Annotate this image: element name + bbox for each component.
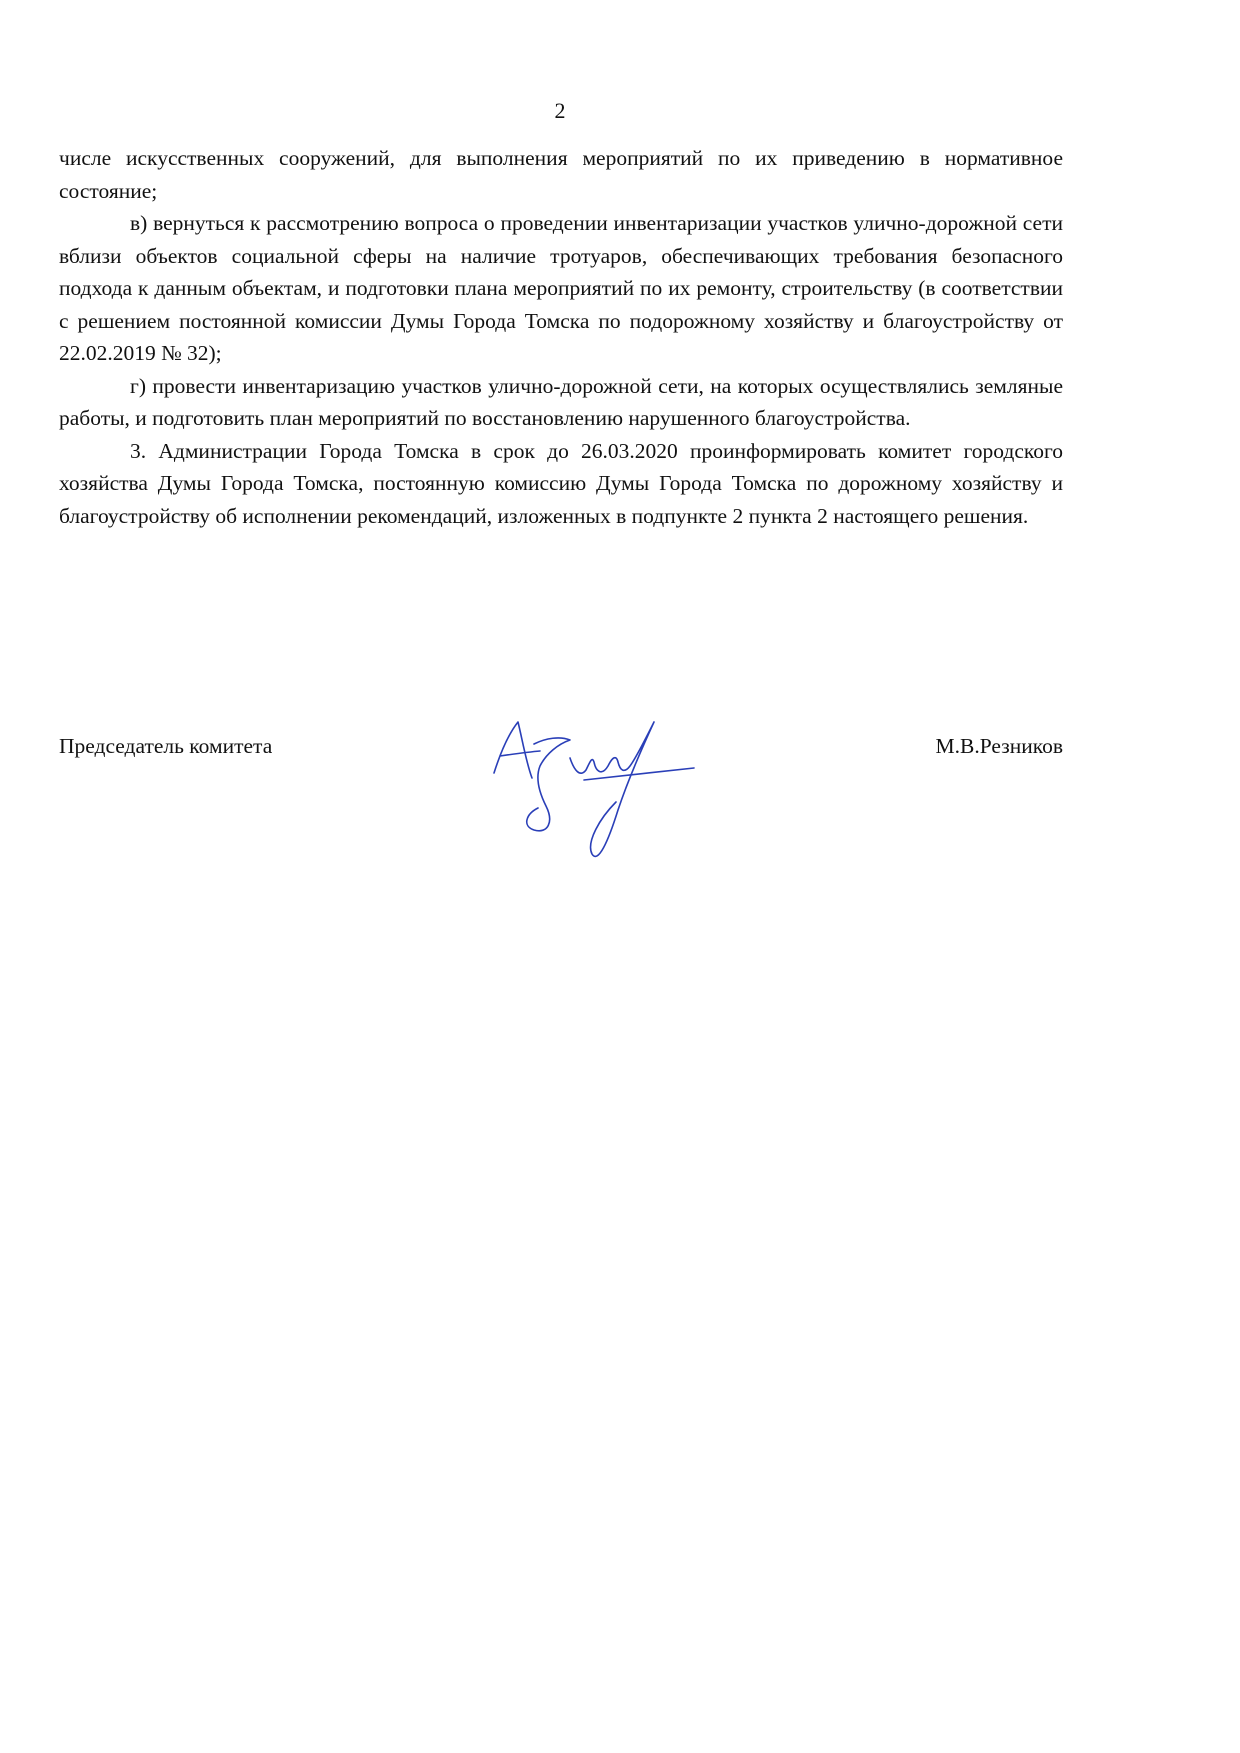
signature-stroke-2 (570, 722, 654, 856)
signatory-role: Председатель комитета (59, 734, 273, 758)
signature-stroke-3 (584, 768, 694, 780)
page-number: 2 (554, 98, 566, 123)
paragraph-continuation: числе искусственных сооружений, для выполнения мероприятий по их приведению в нормативное состояние; (59, 146, 1063, 203)
document-body (59, 142, 1063, 532)
paragraph-point-3: 3. Администрации Города Томска в срок до 26.03.2020 проинформировать комитет городского хозяйства Думы Города Томска, постоянную комиссию Думы Города Томска по дорожному хозяйству и благоустройству об исполнении рекомендаций, изложенных в подпункте 2 пункта 2 настоящего решения. (59, 438, 1063, 528)
paragraph-item-g: г) провести инвентаризацию участков улично-дорожной сети, на которых осуществлялись земляные работы, и подготовить план мероприятий по восстановлению нарушенного благоустройства. (59, 373, 1063, 430)
handwritten-signature (488, 718, 708, 868)
signatory-name: М.В.Резников (935, 734, 1063, 758)
paragraph-item-v: в) вернуться к рассмотрению вопроса о проведении инвентаризации участков улично-дорожной сети вблизи объектов социальной сферы на наличие тротуаров, обеспечивающих требования безопасного подхода к данным объектам, и подготовки плана мероприятий по их ремонту, строительству (в соответствии с решением постоянной комиссии Думы Города Томска по подорожному хозяйству и благоустройству от 22.02.2019 № 32); (59, 211, 1063, 365)
signature-stroke-1 (494, 722, 570, 831)
